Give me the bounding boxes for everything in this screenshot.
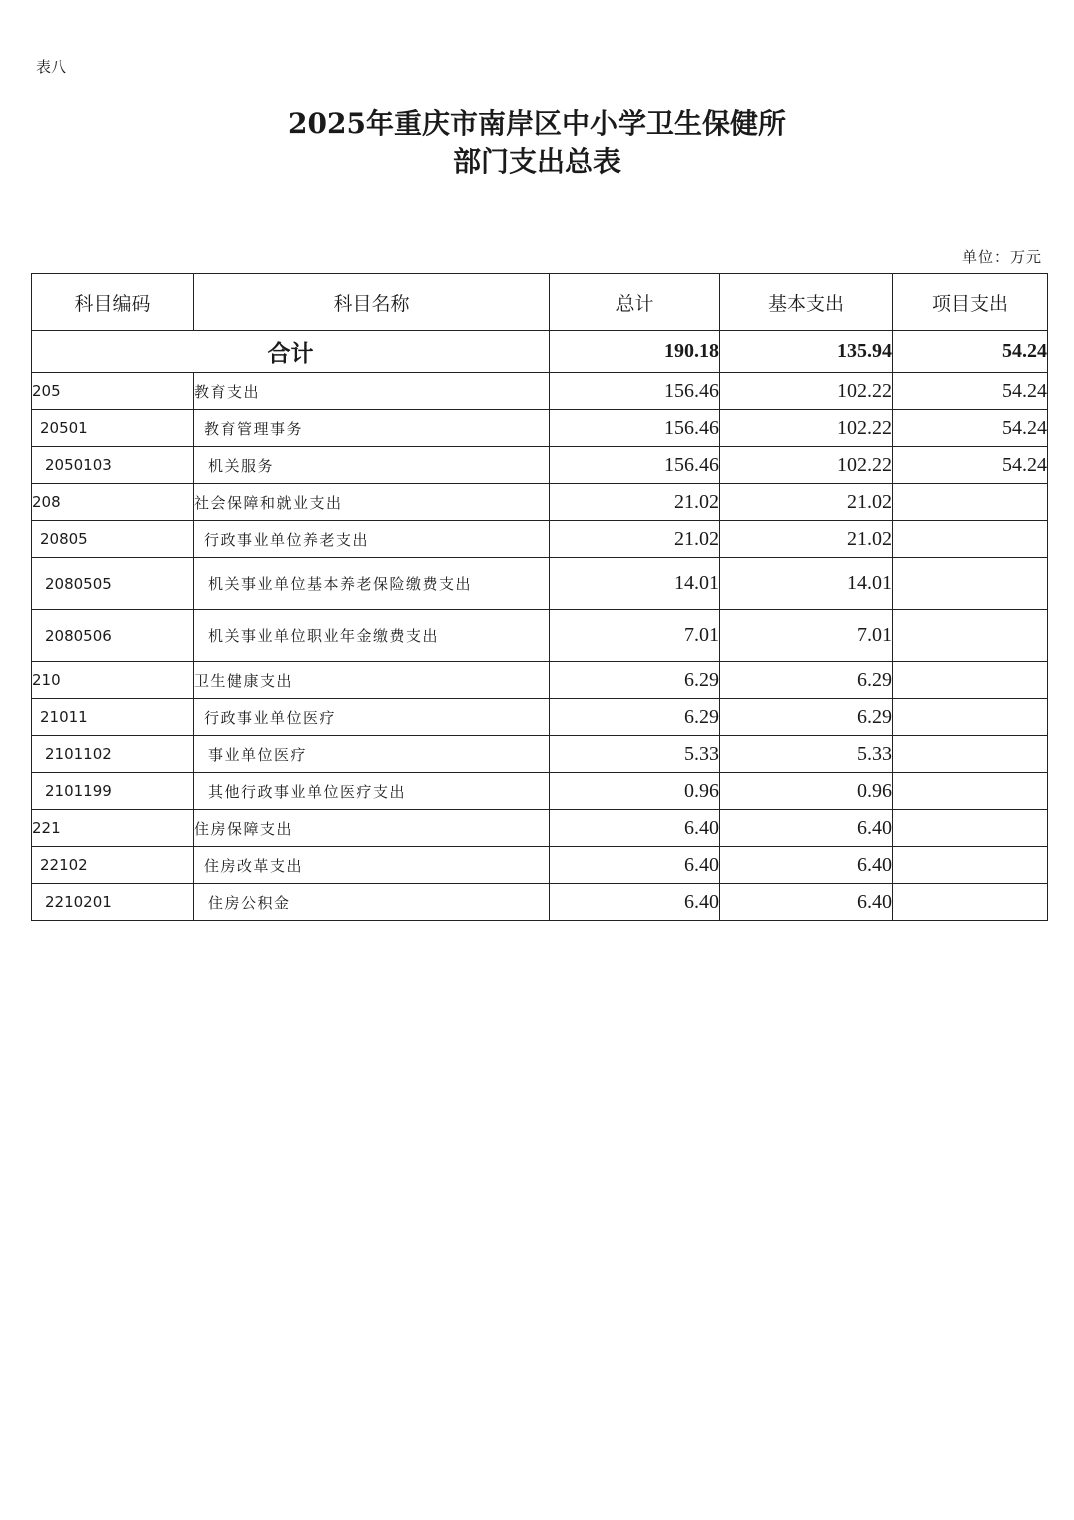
row-total: 6.40 [550, 884, 720, 921]
row-name: 行政事业单位养老支出 [194, 521, 550, 558]
row-basic: 6.40 [720, 810, 893, 847]
total-label: 合计 [32, 331, 550, 373]
table-row [32, 610, 1048, 662]
row-name: 住房公积金 [194, 884, 550, 921]
row-basic: 6.40 [720, 847, 893, 884]
unit-label: 单位：万元 [961, 248, 1042, 266]
row-project [893, 736, 1048, 773]
row-code: 21011 [32, 699, 194, 736]
row-code: 2101199 [32, 773, 194, 810]
table-row [32, 447, 1048, 484]
table-number-label: 表八 [36, 58, 67, 76]
row-project [893, 699, 1048, 736]
row-basic: 102.22 [720, 373, 893, 410]
row-code: 205 [32, 373, 194, 410]
row-project [893, 610, 1048, 662]
header-project: 项目支出 [893, 274, 1048, 331]
row-code: 20805 [32, 521, 194, 558]
row-name: 社会保障和就业支出 [194, 484, 550, 521]
row-name: 住房改革支出 [194, 847, 550, 884]
row-basic: 21.02 [720, 484, 893, 521]
row-total: 5.33 [550, 736, 720, 773]
table-row [32, 521, 1048, 558]
table-row [32, 410, 1048, 447]
total-basic: 135.94 [720, 331, 893, 373]
table-row [32, 884, 1048, 921]
total-sum: 190.18 [550, 331, 720, 373]
row-code: 20501 [32, 410, 194, 447]
row-basic: 5.33 [720, 736, 893, 773]
table-row [32, 699, 1048, 736]
table-row [32, 484, 1048, 521]
table-row [32, 773, 1048, 810]
row-project [893, 847, 1048, 884]
row-basic: 21.02 [720, 521, 893, 558]
table-body [32, 331, 1048, 921]
total-project: 54.24 [893, 331, 1048, 373]
row-total: 156.46 [550, 373, 720, 410]
row-name: 住房保障支出 [194, 810, 550, 847]
table-row [32, 847, 1048, 884]
total-row [32, 331, 1048, 373]
row-total: 6.40 [550, 847, 720, 884]
row-total: 6.29 [550, 699, 720, 736]
row-basic: 6.40 [720, 884, 893, 921]
row-project: 54.24 [893, 447, 1048, 484]
row-total: 7.01 [550, 610, 720, 662]
table-row [32, 736, 1048, 773]
row-code: 2101102 [32, 736, 194, 773]
row-name: 机关服务 [194, 447, 550, 484]
row-basic: 6.29 [720, 662, 893, 699]
header-total: 总计 [550, 274, 720, 331]
row-total: 21.02 [550, 521, 720, 558]
row-basic: 102.22 [720, 447, 893, 484]
row-code: 2050103 [32, 447, 194, 484]
row-total: 0.96 [550, 773, 720, 810]
row-total: 156.46 [550, 410, 720, 447]
row-project [893, 810, 1048, 847]
row-name: 事业单位医疗 [194, 736, 550, 773]
row-name: 机关事业单位基本养老保险缴费支出 [194, 558, 550, 610]
row-project [893, 521, 1048, 558]
row-name: 教育管理事务 [194, 410, 550, 447]
row-total: 6.40 [550, 810, 720, 847]
row-code: 221 [32, 810, 194, 847]
header-code: 科目编码 [32, 274, 194, 331]
header-name: 科目名称 [194, 274, 550, 331]
row-code: 2080506 [32, 610, 194, 662]
row-project: 54.24 [893, 410, 1048, 447]
row-code: 208 [32, 484, 194, 521]
document-subtitle: 部门支出总表 [452, 145, 621, 178]
row-total: 6.29 [550, 662, 720, 699]
row-project [893, 484, 1048, 521]
row-name: 教育支出 [194, 373, 550, 410]
expenditure-table [31, 273, 1048, 921]
row-basic: 0.96 [720, 773, 893, 810]
row-name: 行政事业单位医疗 [194, 699, 550, 736]
row-name: 其他行政事业单位医疗支出 [194, 773, 550, 810]
header-basic: 基本支出 [720, 274, 893, 331]
row-code: 2210201 [32, 884, 194, 921]
row-total: 21.02 [550, 484, 720, 521]
row-project [893, 558, 1048, 610]
row-total: 14.01 [550, 558, 720, 610]
row-project [893, 662, 1048, 699]
row-code: 22102 [32, 847, 194, 884]
row-name: 机关事业单位职业年金缴费支出 [194, 610, 550, 662]
row-project [893, 773, 1048, 810]
row-basic: 7.01 [720, 610, 893, 662]
row-name: 卫生健康支出 [194, 662, 550, 699]
row-code: 210 [32, 662, 194, 699]
header-row [32, 274, 1048, 331]
table-row [32, 662, 1048, 699]
table-row [32, 810, 1048, 847]
document-title: 2025年重庆市南岸区中小学卫生保健所 [288, 107, 786, 140]
row-total: 156.46 [550, 447, 720, 484]
row-basic: 6.29 [720, 699, 893, 736]
table-row [32, 373, 1048, 410]
row-basic: 14.01 [720, 558, 893, 610]
row-code: 2080505 [32, 558, 194, 610]
row-project: 54.24 [893, 373, 1048, 410]
table-row [32, 558, 1048, 610]
row-basic: 102.22 [720, 410, 893, 447]
row-project [893, 884, 1048, 921]
